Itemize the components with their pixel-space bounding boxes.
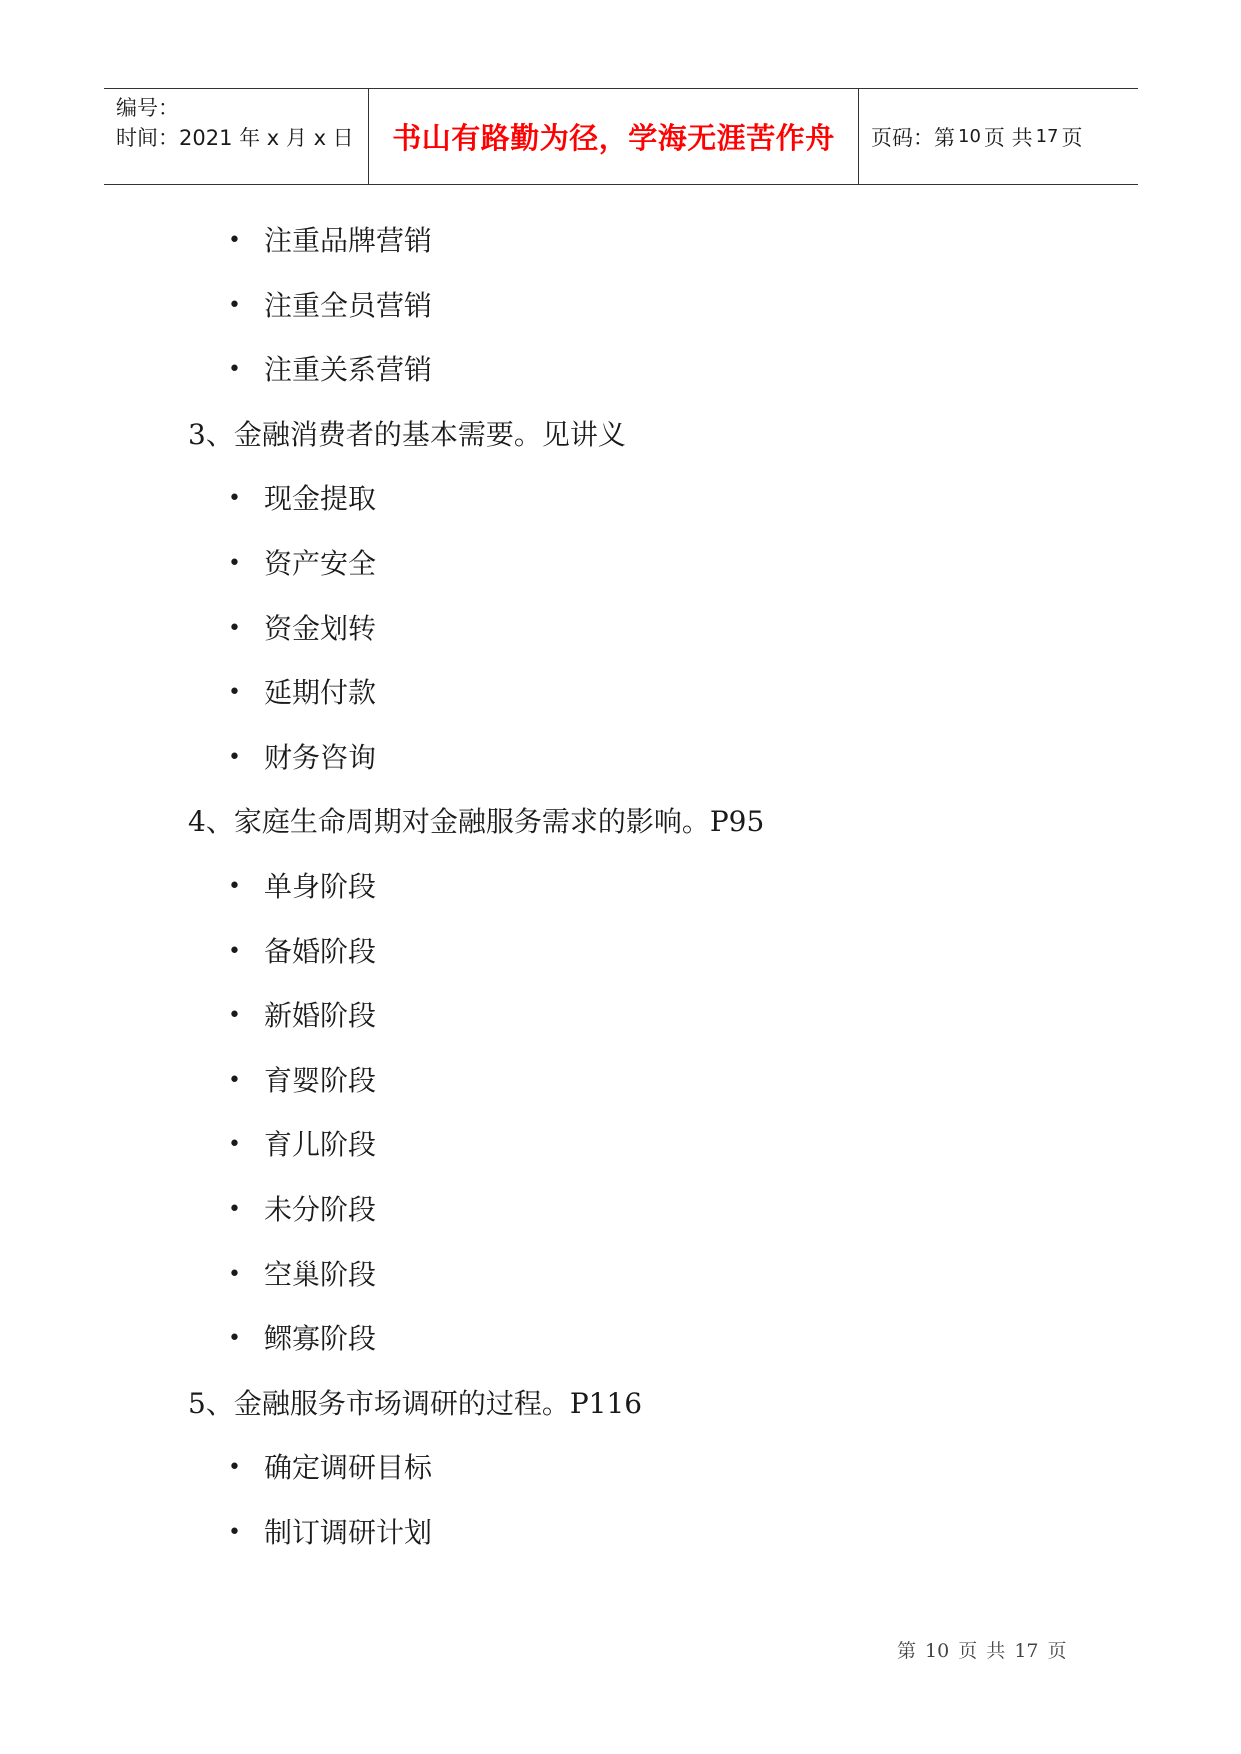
list-item-text: 备婚阶段 xyxy=(264,935,377,968)
list-item-text: 延期付款 xyxy=(264,676,377,709)
section-heading: 3、金融消费者的基本需要。见讲义 xyxy=(188,418,626,451)
bullet-icon: • xyxy=(228,1068,241,1093)
bullet-icon: • xyxy=(228,1197,241,1222)
document-number-label: 编号： xyxy=(116,96,179,120)
bullet-icon: • xyxy=(228,551,241,576)
page-total: 17 xyxy=(1035,126,1059,147)
bullet-icon: • xyxy=(228,616,241,641)
bullet-icon: • xyxy=(228,228,241,253)
section-heading: 5、金融服务市场调研的过程。P116 xyxy=(188,1387,643,1420)
bullet-icon: • xyxy=(228,1003,241,1028)
bullet-icon: • xyxy=(228,293,241,318)
bullet-icon: • xyxy=(228,939,241,964)
list-item-text: 资产安全 xyxy=(264,547,377,580)
bullet-icon: • xyxy=(228,486,241,511)
list-item-text: 现金提取 xyxy=(264,482,377,515)
page-label-prefix: 页码：第 xyxy=(871,125,955,150)
list-item-text: 制订调研计划 xyxy=(264,1516,433,1549)
section-heading: 4、家庭生命周期对金融服务需求的影响。P95 xyxy=(188,805,765,838)
list-item-text: 注重品牌营销 xyxy=(264,224,433,257)
list-item-text: 财务咨询 xyxy=(264,741,377,774)
header-motto: 书山有路勤为径，学海无涯苦作舟 xyxy=(369,89,859,184)
list-item-text: 注重关系营销 xyxy=(264,353,433,386)
list-item-text: 育儿阶段 xyxy=(264,1128,377,1161)
page-footer: 第 10 页 共 17 页 xyxy=(897,1640,1067,1662)
page-header xyxy=(104,88,1138,185)
bullet-icon: • xyxy=(228,1132,241,1157)
bullet-icon: • xyxy=(228,357,241,382)
page-label-mid: 页 共 xyxy=(983,125,1033,150)
page-label-suffix: 页 xyxy=(1061,125,1083,150)
list-item-text: 鳏寡阶段 xyxy=(264,1322,377,1355)
list-item-text: 确定调研目标 xyxy=(264,1451,433,1484)
list-item-text: 资金划转 xyxy=(264,612,377,645)
bullet-icon: • xyxy=(228,874,241,899)
bullet-icon: • xyxy=(228,745,241,770)
list-item-text: 新婚阶段 xyxy=(264,999,377,1032)
list-item-text: 空巢阶段 xyxy=(264,1258,377,1291)
list-item-text: 注重全员营销 xyxy=(264,289,433,322)
bullet-icon: • xyxy=(228,1326,241,1351)
document-time-label: 时间：2021 年 x 月 x 日 xyxy=(116,126,354,150)
page-current: 10 xyxy=(958,126,981,147)
bullet-icon: • xyxy=(228,1262,241,1287)
list-item-text: 未分阶段 xyxy=(264,1193,377,1226)
bullet-icon: • xyxy=(228,680,241,705)
list-item-text: 单身阶段 xyxy=(264,870,377,903)
list-item-text: 育婴阶段 xyxy=(264,1064,377,1097)
header-meta xyxy=(104,89,369,184)
bullet-icon: • xyxy=(228,1520,241,1545)
bullet-icon: • xyxy=(228,1455,241,1480)
header-page-number xyxy=(859,89,1138,184)
